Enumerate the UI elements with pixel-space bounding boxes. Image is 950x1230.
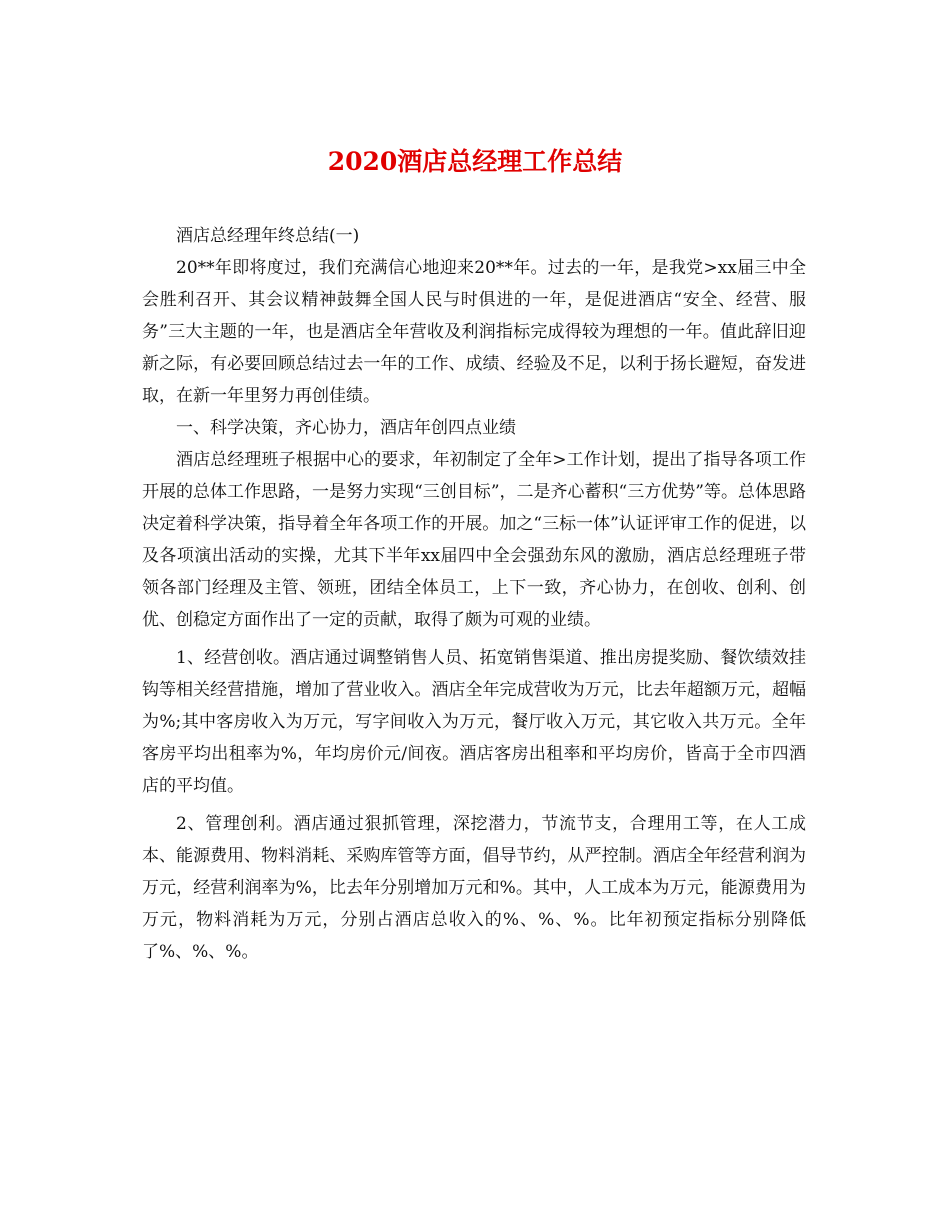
paragraph-intro: 20**年即将度过，我们充满信心地迎来20**年。过去的一年，是我党>xx届三中全会胜利召开、其会议精神鼓舞全国人民与时俱进的一年，是促进酒店“安全、经营、服务”三大主题的一年，也是酒店全年营收及利润指标完成得较为理想的一年。值此辞旧迎新之际，有必要回顾总结过去一年的工作、成绩、经验及不足，以利于扬长避短，奋发进取，在新一年里努力再创佳绩。 bbox=[142, 258, 806, 406]
section-heading-annual-summary: 酒店总经理年终总结(一) bbox=[176, 226, 360, 246]
document-body bbox=[142, 220, 806, 968]
paragraph-management-team: 酒店总经理班子根据中心的要求，年初制定了全年>工作计划，提出了指导各项工作开展的总体工作思路，一是努力实现“三创目标”，二是齐心蓄积“三方优势”等。总体思路决定着科学决策，指导着全年各项工作的开展。加之“三标一体”认证评审工作的促进，以及各项演出活动的实操，尤其下半年xx届四中全会强劲东风的激励，酒店总经理班子带领各部门经理及主管、领班，团结全体员工，上下一致，齐心协力，在创收、创利、创优、创稳定方面作出了一定的贡献，取得了颇为可观的业绩。 bbox=[142, 450, 806, 630]
paragraph-profit: 2、管理创利。酒店通过狠抓管理，深挖潜力，节流节支，合理用工等，在人工成本、能源费用、物料消耗、采购库管等方面，倡导节约，从严控制。酒店全年经营利润为万元，经营利润率为%，比去年分别增加万元和%。其中，人工成本为万元，能源费用为万元，物料消耗为万元，分别占酒店总收入的%、%、%。比年初预定指标分别降低了%、%、%。 bbox=[142, 814, 806, 962]
paragraph-revenue: 1、经营创收。酒店通过调整销售人员、拓宽销售渠道、推出房提奖励、餐饮绩效挂钩等相关经营措施，增加了营业收入。酒店全年完成营收为万元，比去年超额万元，超幅为%;其中客房收入为万元，写字间收入为万元，餐厅收入万元，其它收入共万元。全年客房平均出租率为%，年均房价元/间夜。酒店客房出租率和平均房价，皆高于全市四酒店的平均值。 bbox=[142, 648, 806, 796]
document-title: 2020酒店总经理工作总结 bbox=[327, 147, 623, 176]
section-heading-one: 一、科学决策，齐心协力，酒店年创四点业绩 bbox=[176, 418, 516, 438]
